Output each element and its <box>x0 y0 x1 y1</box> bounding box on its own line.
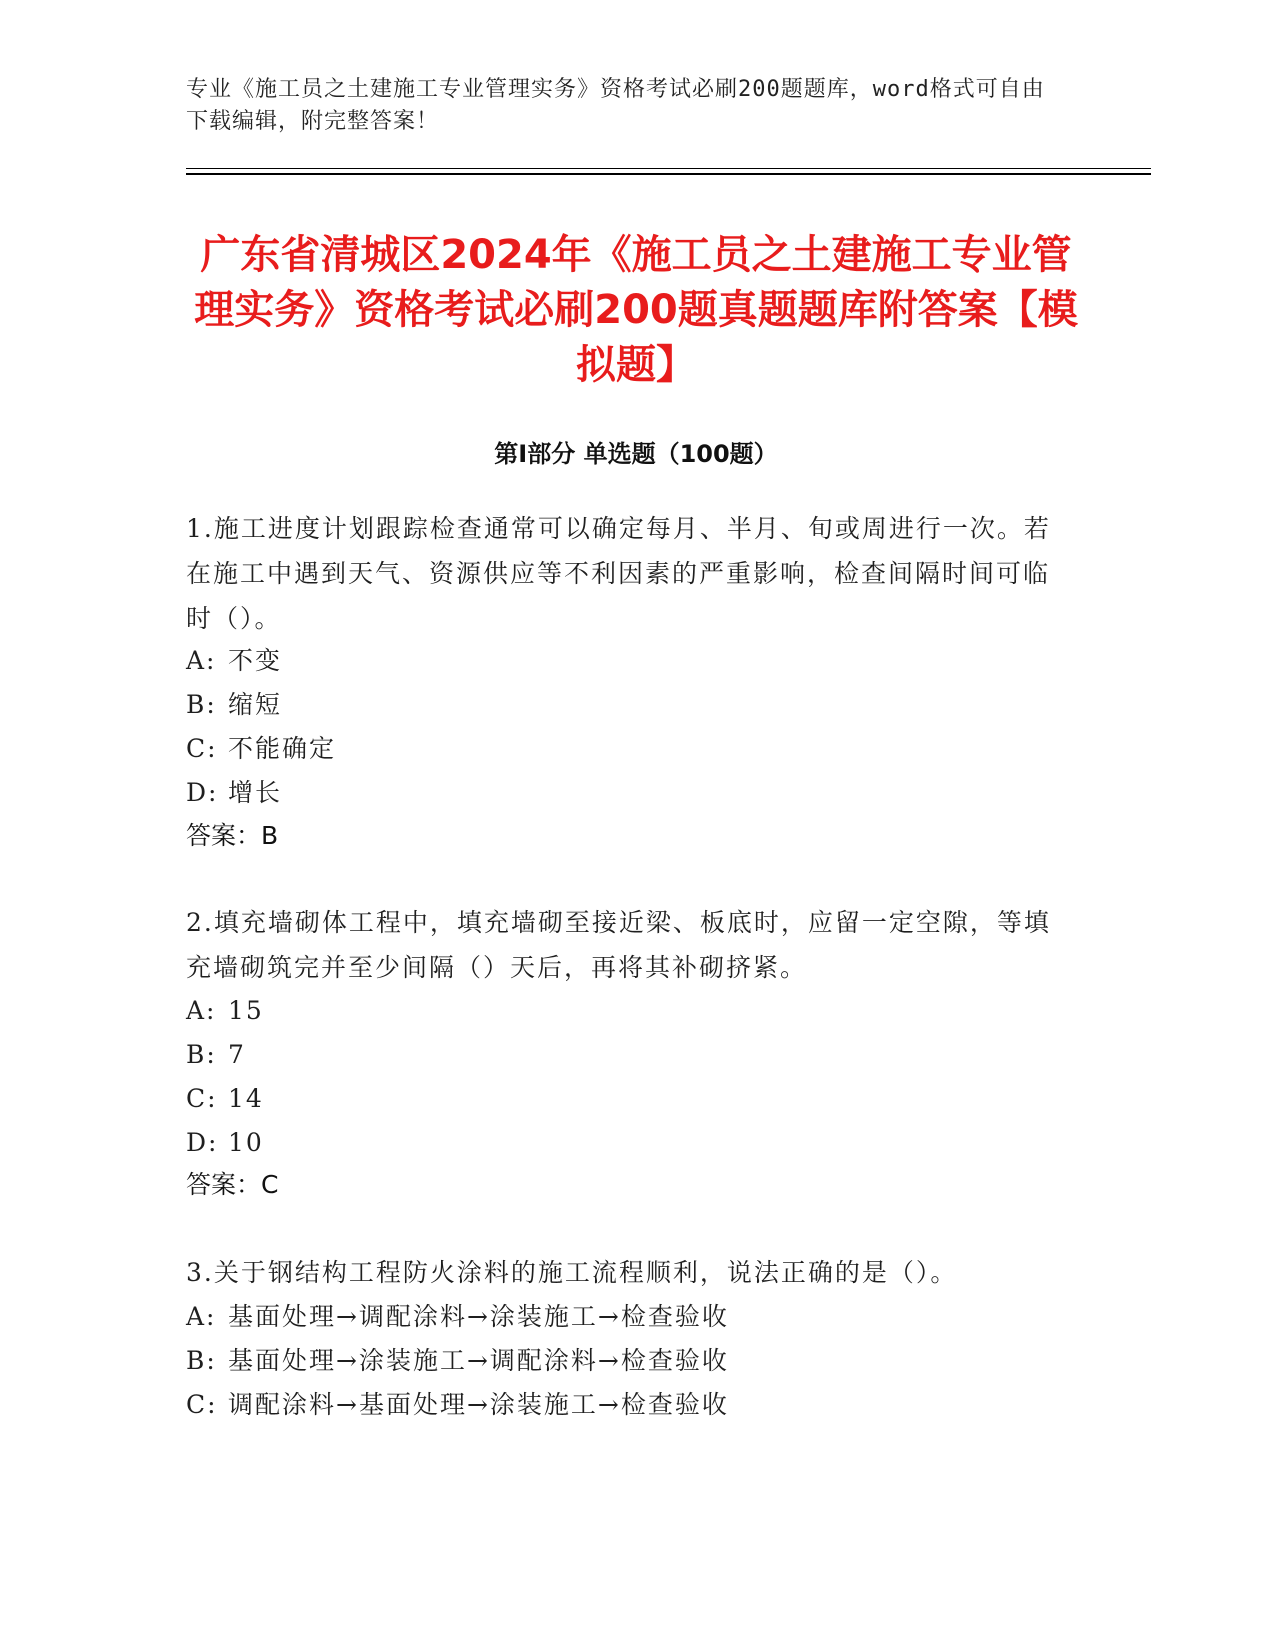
question-2-stem: 2.填充墙砌体工程中，填充墙砌至接近梁、板底时，应留一定空隙，等填充墙砌筑完并至少间隔（）天后，再将其补砌挤紧。 <box>186 908 1051 982</box>
question-2-option-a <box>186 988 1066 1033</box>
question-3-stem: 3.关于钢结构工程防火涂料的施工流程顺利，说法正确的是（）。 <box>186 1258 958 1287</box>
option-text: 不能确定 <box>228 734 337 763</box>
option-letter: C: <box>186 1390 218 1419</box>
option-letter: A: <box>186 646 217 675</box>
option-text: 调配涂料→基面处理→涂装施工→检查验收 <box>228 1390 729 1419</box>
option-text: 15 <box>228 996 264 1025</box>
question-2-option-c <box>186 1076 1066 1121</box>
option-text: 7 <box>228 1040 246 1069</box>
option-text: 缩短 <box>228 690 283 719</box>
question-1-answer: 答案：B <box>186 821 279 850</box>
document-title: 广东省清城区2024年《施工员之土建施工专业管理实务》资格考试必刷200题真题题库附答案【模拟题】 <box>194 232 1078 388</box>
option-letter: B: <box>186 1346 217 1375</box>
question-2-option-d <box>186 1120 1066 1165</box>
option-letter: C: <box>186 1084 218 1113</box>
question-3-option-a <box>186 1294 1066 1339</box>
header-divider-thick <box>186 173 1151 175</box>
option-letter: B: <box>186 690 217 719</box>
option-letter: B: <box>186 1040 217 1069</box>
option-text: 基面处理→调配涂料→涂装施工→检查验收 <box>228 1302 729 1331</box>
option-text: 14 <box>228 1084 264 1113</box>
option-text: 不变 <box>228 646 283 675</box>
question-1-stem: 1.施工进度计划跟踪检查通常可以确定每月、半月、旬或周进行一次。若在施工中遇到天气、资源供应等不利因素的严重影响，检查间隔时间可临时（）。 <box>186 514 1051 633</box>
option-letter: D: <box>186 778 219 807</box>
question-2-answer: 答案：C <box>186 1170 279 1199</box>
option-letter: C: <box>186 734 218 763</box>
option-letter: D: <box>186 1128 219 1157</box>
question-3-option-c <box>186 1382 1066 1427</box>
question-2-option-b <box>186 1032 1066 1077</box>
header-divider-thin <box>186 168 1151 169</box>
header-note: 专业《施工员之土建施工专业管理实务》资格考试必刷200题题库，word格式可自由下载编辑，附完整答案！ <box>186 77 1045 134</box>
section-heading: 第Ⅰ部分 单选题（100题） <box>494 440 778 468</box>
question-1-option-b <box>186 682 1066 727</box>
question-1-option-a <box>186 638 1066 683</box>
question-3-option-b <box>186 1338 1066 1383</box>
option-letter: A: <box>186 996 217 1025</box>
question-1-option-c <box>186 726 1066 771</box>
option-text: 增长 <box>228 778 283 807</box>
question-1-option-d <box>186 770 1066 815</box>
option-text: 基面处理→涂装施工→调配涂料→检查验收 <box>228 1346 729 1375</box>
option-letter: A: <box>186 1302 217 1331</box>
option-text: 10 <box>228 1128 264 1157</box>
